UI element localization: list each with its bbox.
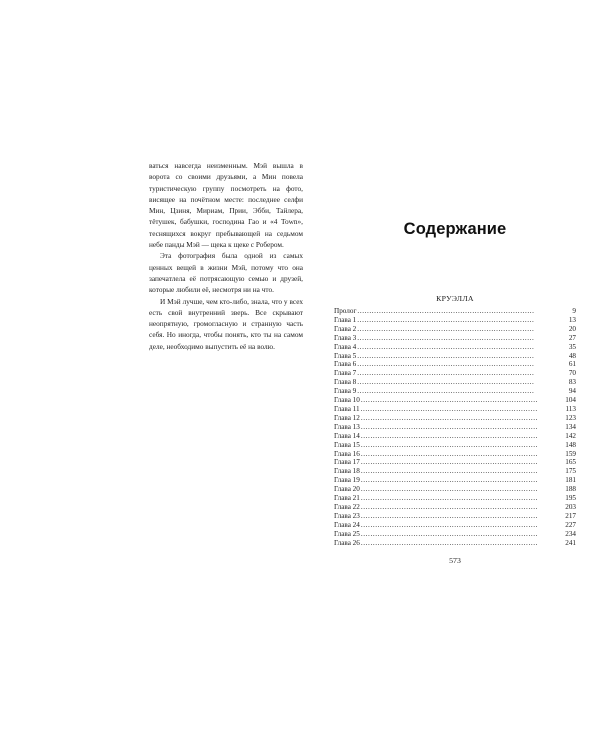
toc-entry-page: 181 bbox=[565, 476, 576, 485]
toc-entry bbox=[334, 414, 576, 423]
toc-entry-title: Пролог bbox=[334, 307, 357, 315]
toc-entry-page: 175 bbox=[565, 467, 576, 476]
toc-entry-title: Глава 4 bbox=[334, 342, 357, 351]
toc-leader-dots bbox=[361, 458, 564, 467]
toc-entry bbox=[334, 432, 576, 441]
toc-entry-page: 123 bbox=[565, 413, 576, 422]
toc-entry-title: Глава 2 bbox=[334, 324, 357, 333]
toc-entry-page: 165 bbox=[565, 458, 576, 467]
toc-leader-dots bbox=[357, 334, 568, 343]
toc-entry bbox=[334, 512, 576, 521]
toc-entry-page: 27 bbox=[568, 333, 576, 342]
toc-entry-page: 9 bbox=[572, 307, 576, 315]
toc-entry-page: 134 bbox=[565, 422, 576, 431]
toc-entry-title: Глава 21 bbox=[334, 494, 360, 503]
toc-entry-title: Глава 16 bbox=[334, 449, 360, 458]
toc-entry-page: 113 bbox=[565, 404, 576, 413]
toc-entry bbox=[334, 530, 576, 539]
toc-entry bbox=[334, 360, 576, 369]
toc-entry-title: Глава 24 bbox=[334, 520, 360, 529]
toc-leader-dots bbox=[357, 360, 568, 369]
toc-entry-title: Глава 15 bbox=[334, 440, 360, 449]
toc-entry-title: Глава 22 bbox=[334, 502, 360, 511]
toc-entry-page: 227 bbox=[565, 520, 576, 529]
toc-entry bbox=[334, 450, 576, 459]
paragraph: И Мэй лучше, чем кто-либо, знала, что у всех есть свой внутренний зверь. Все скрывают неопрятную, громогласную и странную часть себя. Но иногда, чтобы понять, кто ты на самом деле, необходимо выпустить её на волю. bbox=[149, 296, 303, 351]
toc-entry-page: 195 bbox=[565, 494, 576, 503]
toc-leader-dots bbox=[357, 343, 568, 352]
toc-entry bbox=[334, 476, 576, 485]
toc-section-title: КРУЭЛЛА bbox=[436, 294, 474, 303]
toc-entry-page: 35 bbox=[568, 342, 576, 351]
toc-entry bbox=[334, 521, 576, 530]
toc-entry bbox=[334, 441, 576, 450]
toc-entry-title: Глава 14 bbox=[334, 431, 360, 440]
toc-entry-title: Глава 11 bbox=[334, 404, 360, 413]
toc-entry-page: 241 bbox=[565, 538, 576, 547]
toc-entry-title: Глава 19 bbox=[334, 476, 360, 485]
toc-leader-dots bbox=[357, 378, 568, 387]
toc-leader-dots bbox=[361, 423, 564, 432]
toc-entry-title: Глава 20 bbox=[334, 485, 360, 494]
toc-entry bbox=[334, 467, 576, 476]
left-page-text bbox=[149, 160, 303, 352]
toc-entry bbox=[334, 494, 576, 503]
toc-entry-title: Глава 8 bbox=[334, 378, 357, 387]
toc-leader-dots bbox=[361, 485, 564, 494]
toc-leader-dots bbox=[357, 352, 568, 361]
toc-entry-page: 104 bbox=[565, 396, 576, 405]
toc-leader-dots bbox=[361, 467, 564, 476]
toc-entry-page: 94 bbox=[568, 387, 576, 396]
toc-entry-page: 142 bbox=[565, 431, 576, 440]
toc-entry-page: 20 bbox=[568, 324, 576, 333]
toc-entry-title: Глава 17 bbox=[334, 458, 360, 467]
toc-leader-dots bbox=[357, 387, 568, 396]
toc-entry-page: 203 bbox=[565, 502, 576, 511]
toc-entry bbox=[334, 485, 576, 494]
toc-entry bbox=[334, 396, 576, 405]
toc-entry bbox=[334, 334, 576, 343]
toc-leader-dots bbox=[357, 325, 568, 334]
toc-entry bbox=[334, 307, 576, 316]
toc-leader-dots bbox=[361, 450, 564, 459]
toc-entry-title: Глава 25 bbox=[334, 529, 360, 538]
toc-leader-dots bbox=[361, 396, 564, 405]
toc-entry bbox=[334, 387, 576, 396]
toc-entry-title: Глава 23 bbox=[334, 511, 360, 520]
toc-leader-dots bbox=[361, 476, 564, 485]
toc-entry bbox=[334, 325, 576, 334]
toc-leader-dots bbox=[361, 494, 564, 503]
toc-entry bbox=[334, 503, 576, 512]
paragraph: Эта фотография была одной из самых ценных вещей в жизни Мэй, потому что она запечатлела её потрясающую семью и друзей, которые любили её, несмотря ни на что. bbox=[149, 251, 303, 295]
toc-entry-title: Глава 12 bbox=[334, 413, 360, 422]
toc-entry-page: 70 bbox=[568, 369, 576, 378]
toc-entry-page: 13 bbox=[568, 315, 576, 324]
toc-entry-page: 148 bbox=[565, 440, 576, 449]
toc-entry-title: Глава 7 bbox=[334, 369, 357, 378]
toc-entry bbox=[334, 343, 576, 352]
toc-entry-page: 159 bbox=[565, 449, 576, 458]
toc-list bbox=[334, 307, 576, 547]
toc-leader-dots bbox=[361, 432, 564, 441]
toc-entry-title: Глава 18 bbox=[334, 467, 360, 476]
toc-entry bbox=[334, 369, 576, 378]
toc-entry-title: Глава 3 bbox=[334, 333, 357, 342]
toc-entry bbox=[334, 539, 576, 548]
toc-leader-dots bbox=[361, 405, 565, 414]
toc-leader-dots bbox=[361, 539, 564, 548]
toc-entry-title: Глава 9 bbox=[334, 387, 357, 396]
toc-entry-title: Глава 6 bbox=[334, 360, 357, 369]
toc-entry-page: 61 bbox=[568, 360, 576, 369]
toc-entry-title: Глава 26 bbox=[334, 538, 360, 547]
toc-entry-title: Глава 1 bbox=[334, 315, 357, 324]
toc-entry bbox=[334, 352, 576, 361]
toc-leader-dots bbox=[361, 530, 564, 539]
toc-entry-title: Глава 5 bbox=[334, 351, 357, 360]
toc-entry bbox=[334, 316, 576, 325]
toc-entry-page: 188 bbox=[565, 485, 576, 494]
toc-leader-dots bbox=[361, 521, 564, 530]
toc-leader-dots bbox=[361, 414, 564, 423]
toc-leader-dots bbox=[357, 316, 568, 325]
toc-entry-title: Глава 10 bbox=[334, 396, 360, 405]
toc-entry-page: 48 bbox=[568, 351, 576, 360]
toc-leader-dots bbox=[357, 307, 571, 316]
paragraph: ваться навсегда неизменным. Мэй вышла в ворота со своими друзьями, а Мин повела туристическую группу посмотреть на фото, висящее на почётном месте: последнее селфи Мин, Цзиня, Мириам, Прии, Эбби, Тайлера, тётушек, бабушки, господина Гао и «4 Town», теснящихся вокруг пребывающей на седьмом небе панды Мэй — щека к щеке с Робером. bbox=[149, 161, 303, 250]
toc-entry bbox=[334, 405, 576, 414]
page-number: 573 bbox=[449, 556, 461, 565]
toc-leader-dots bbox=[361, 441, 564, 450]
toc-entry bbox=[334, 458, 576, 467]
toc-leader-dots bbox=[361, 512, 564, 521]
toc-entry bbox=[334, 423, 576, 432]
toc-leader-dots bbox=[357, 369, 568, 378]
toc-entry-title: Глава 13 bbox=[334, 422, 360, 431]
toc-entry-page: 83 bbox=[568, 378, 576, 387]
toc-entry-page: 234 bbox=[565, 529, 576, 538]
toc-leader-dots bbox=[361, 503, 564, 512]
toc-entry-page: 217 bbox=[565, 511, 576, 520]
toc-entry bbox=[334, 378, 576, 387]
toc-heading: Содержание bbox=[403, 220, 507, 238]
